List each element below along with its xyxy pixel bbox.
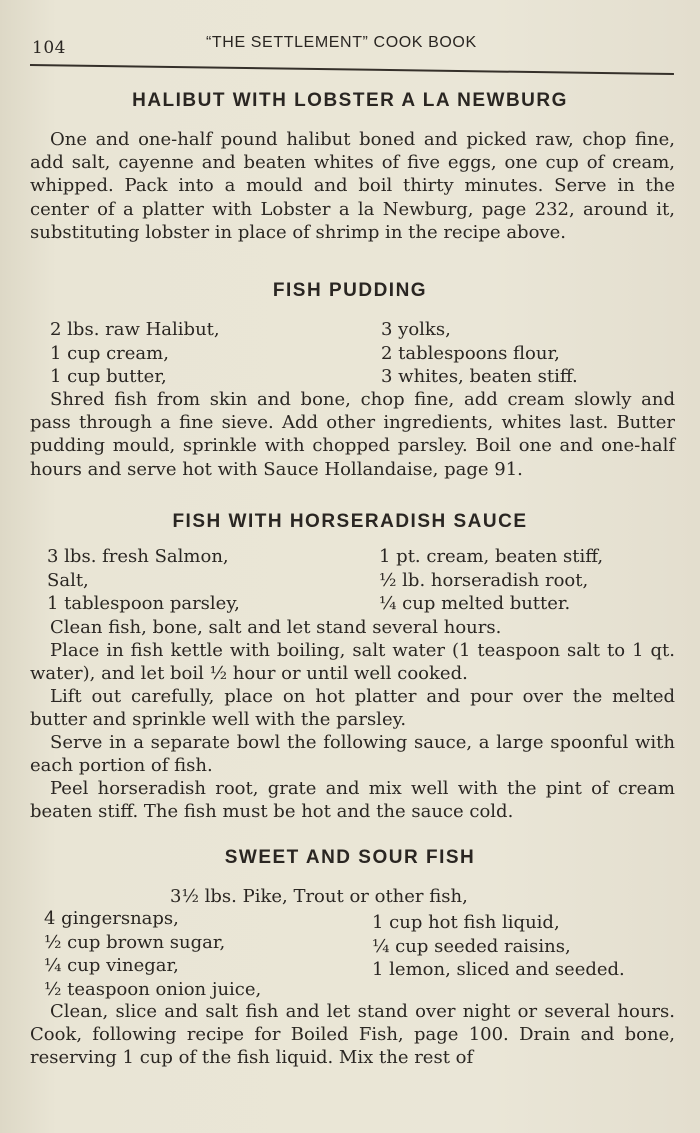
ingredient: 4 gingersnaps,: [44, 908, 179, 929]
ingredient: 3 lbs. fresh Salmon,: [47, 546, 229, 567]
ingredients-left-horseradish: [47, 545, 240, 616]
ingredient: ½ lb. horseradish root,: [379, 569, 589, 591]
recipe-title-sweet-sour: SWEET AND SOUR FISH: [224, 847, 476, 868]
recipe-step-2-horseradish: Place in fish kettle with boiling, salt water (1 teaspoon salt to 1 qt. water), and let boil ½ hour or until well cooked.: [30, 640, 675, 685]
ingredients-right-fish-pudding: [381, 318, 578, 389]
ingredient: 1 cup cream,: [50, 342, 169, 364]
recipe-step-4-horseradish: Serve in a separate bowl the following sauce, a large spoonful with each portion of fish.: [30, 732, 675, 777]
recipe-step-3-horseradish: Lift out carefully, place on hot platter and pour over the melted butter and sprinkle well with the parsley.: [30, 686, 675, 731]
ingredient: 3 yolks,: [381, 319, 451, 340]
ingredient: ½ teaspoon onion juice,: [44, 978, 262, 1000]
ingredient: 2 lbs. raw Halibut,: [50, 319, 220, 340]
ingredients-left-fish-pudding: [50, 318, 220, 389]
recipe-text-halibut: One and one-half pound halibut boned and picked raw, chop fine, add salt, cayenne and beaten whites of five eggs, one cup of cream, whipped. Pack into a mould and boil thirty minutes. Serve in the center of a platter with Lobster a la Newburg, page 232, around it, substituting lobster in place of shrimp in the recipe above.: [30, 129, 675, 243]
recipe-text-sweet-sour: Clean, slice and salt fish and let stand over night or several hours. Cook, following recipe for Boiled Fish, page 100. Drain and bone, reserving 1 cup of the fish liquid. Mix the rest of: [30, 1001, 675, 1069]
header-rule: [30, 64, 674, 75]
ingredient: ¼ cup melted butter.: [379, 593, 571, 614]
ingredients-left-sweet-sour: [44, 907, 261, 1001]
ingredient: 1 cup hot fish liquid,: [372, 912, 560, 933]
recipe-title-fish-pudding: FISH PUDDING: [272, 280, 428, 301]
ingredients-right-horseradish: [379, 545, 603, 616]
ingredient: 1 tablespoon parsley,: [47, 593, 240, 614]
recipe-step-1-horseradish: Clean fish, bone, salt and let stand several hours.: [50, 617, 502, 638]
ingredient: Salt,: [47, 569, 89, 591]
recipe-title-horseradish: FISH WITH HORSERADISH SAUCE: [172, 511, 528, 532]
page-header: [30, 32, 670, 60]
ingredient: 1 cup butter,: [50, 366, 167, 387]
recipe-title-halibut: HALIBUT WITH LOBSTER A LA NEWBURG: [132, 90, 568, 111]
ingredient: 1 pt. cream, beaten stiff,: [379, 546, 604, 567]
recipe-text-fish-pudding: Shred fish from skin and bone, chop fine, add cream slowly and pass through a fine sieve. Add other ingredients, whites last. Butter pudding mould, sprinkle with chopped parsley. Boil one and one-half hours and serve hot with Sauce Hollandaise, page 91.: [30, 389, 675, 480]
ingredient: ¼ cup vinegar,: [44, 955, 179, 976]
ingredient: ¼ cup seeded raisins,: [372, 935, 571, 957]
ingredient: 2 tablespoons flour,: [381, 342, 560, 364]
ingredient-top-sweet-sour: 3½ lbs. Pike, Trout or other fish,: [170, 886, 468, 907]
ingredient: ½ cup brown sugar,: [44, 931, 226, 953]
ingredient: 1 lemon, sliced and seeded.: [372, 959, 625, 980]
ingredient: 3 whites, beaten stiff.: [381, 366, 578, 387]
page-number: 104: [32, 38, 66, 58]
running-title: “THE SETTLEMENT” COOK BOOK: [206, 34, 477, 51]
ingredients-right-sweet-sour: [372, 911, 625, 982]
recipe-step-5-horseradish: Peel horseradish root, grate and mix well with the pint of cream beaten stiff. The fish must be hot and the sauce cold.: [30, 778, 675, 823]
